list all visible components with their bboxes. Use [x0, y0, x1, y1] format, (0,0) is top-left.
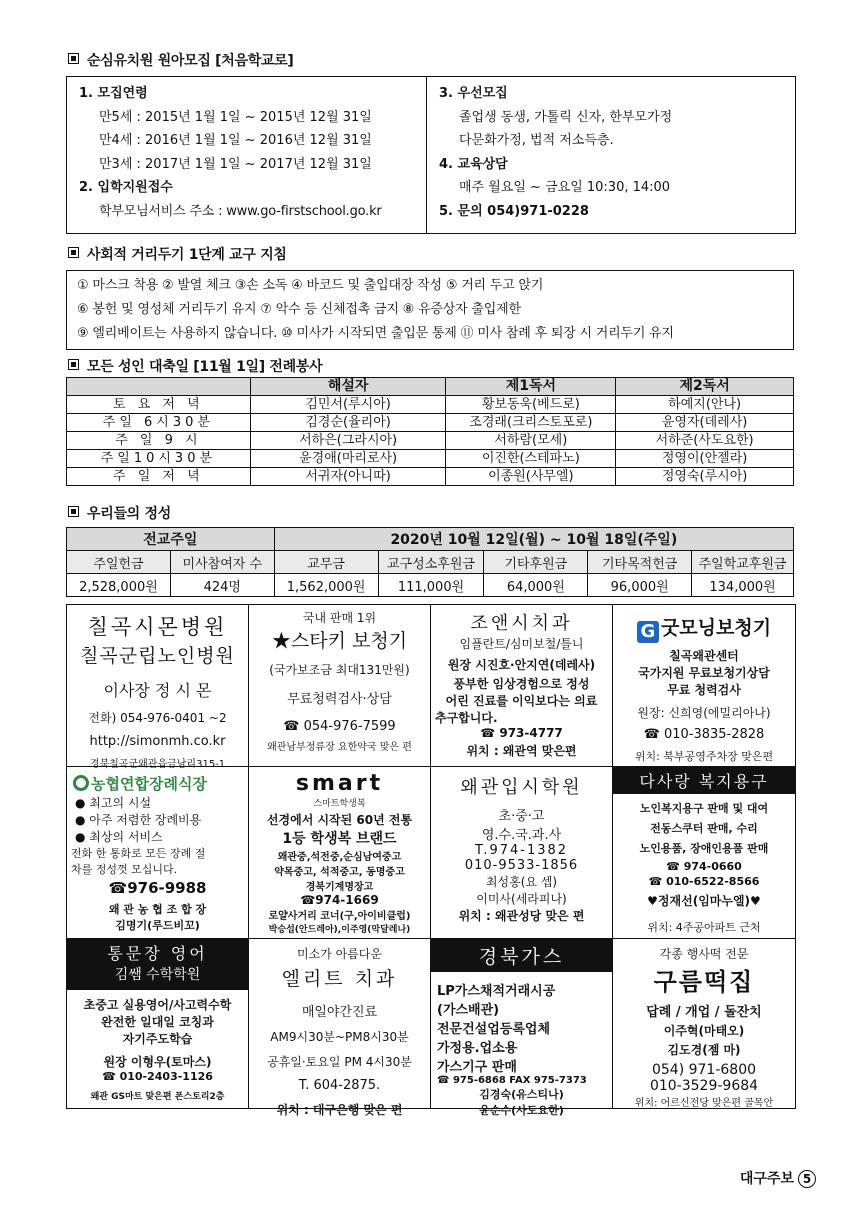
table-row [67, 396, 794, 414]
ad-line: 최성홍(요 셉) [485, 875, 558, 889]
offering-label: 기타목적헌금 [588, 551, 692, 574]
ad-title: 통문장 영어 [107, 944, 208, 963]
ad-line: 전문건설업등록업체 [437, 1022, 551, 1037]
ad-location: 위치 : 왜관성당 맞은 편 [458, 909, 585, 923]
offering-label: 주일헌금 [67, 551, 171, 574]
ad-joanshi-dental [431, 605, 613, 767]
ad-title: 농협연합장례식장 [67, 773, 248, 794]
server-name: 이종원(사무엘) [446, 468, 616, 486]
page-number: 5 [798, 1170, 816, 1188]
ad-phone: T. 604-2875. [298, 1078, 381, 1093]
ad-kimssam-academy [67, 939, 249, 1108]
ad-line: ● 최고의 시설 [75, 796, 152, 810]
mass-time: 토 요 저 녁 [67, 396, 251, 414]
ad-line: 김경숙(유스티나) [479, 1088, 564, 1101]
offering-value: 134,000원 [692, 574, 794, 597]
server-name: 서귀자(아니따) [250, 468, 446, 486]
table-row [67, 468, 794, 486]
ad-line: 1등 학생복 브랜드 [282, 831, 397, 847]
ad-line: 공휴일·토요일 PM 4시30분 [267, 1055, 412, 1069]
offering-value: 64,000원 [484, 574, 588, 597]
ad-dasarang-welfare [613, 767, 795, 939]
ad-line: 차를 정성껏 모십니다. [71, 863, 178, 876]
offering-value: 2,528,000원 [67, 574, 171, 597]
ad-line: 풍부한 임상경험으로 정성 [453, 677, 590, 691]
ad-starkey [249, 605, 431, 767]
ad-line: 전동스쿠터 판매, 수리 [650, 822, 758, 835]
recruit-line: 1. 모집연령 [79, 86, 148, 101]
ad-phone: 010-3529-9684 [649, 1078, 759, 1094]
ad-line: 김도경(젬 마) [667, 1043, 741, 1057]
server-name: 김경순(율리아) [250, 414, 446, 432]
ad-line: 윤순수(사도요한) [479, 1104, 564, 1117]
server-name: 서하은(그라시아) [250, 432, 446, 450]
ad-location: 위치 : 대구은행 맞은 편 [276, 1103, 403, 1117]
liturgy-header: 해설자 [250, 378, 446, 396]
offering-label: 미사참여자 수 [170, 551, 274, 574]
ad-title: 경북가스 [431, 939, 612, 972]
ad-phone: T.974-1382 [474, 843, 569, 858]
ad-phone: ☎ 054-976-7599 [283, 719, 396, 734]
server-name: 서하준(사도요한) [616, 432, 794, 450]
offering-label: 교구성소후원금 [378, 551, 484, 574]
ad-phone: ☎ 973-4777 [480, 726, 563, 740]
ad-line: 왜관중,석전중,순심남여중고 [277, 852, 402, 863]
offering-label: 기타후원금 [484, 551, 588, 574]
offering-value: 1,562,000원 [274, 574, 378, 597]
g-logo-icon: G [637, 621, 659, 643]
liturgy-header: 제2독서 [616, 378, 794, 396]
ad-line: 무료 청력검사 [667, 683, 741, 697]
server-name: 이진한(스테파노) [446, 450, 616, 468]
guide-box [66, 270, 794, 350]
ad-line: ♥정재선(임마누엘)♥ [647, 894, 761, 908]
server-name: 서하람(모세) [446, 432, 616, 450]
recruit-line: 3. 우선모집 [439, 86, 508, 101]
ad-phone: ☎ 974-0660 [666, 860, 742, 873]
table-row [67, 432, 794, 450]
ad-elite-dental [249, 939, 431, 1117]
recruit-box [66, 76, 796, 234]
offering-value: 111,000원 [378, 574, 484, 597]
ad-waegwan-academy [431, 767, 613, 939]
ad-line: 추구합니다. [435, 711, 498, 725]
liturgy-header [67, 378, 251, 396]
recruit-line: 만3세 : 2017년 1월 1일 ~ 2017년 12월 31일 [99, 156, 372, 172]
server-name: 윤영자(데레사) [616, 414, 794, 432]
guide-line: ① 마스크 착용 ② 발열 체크 ③손 소독 ④ 바코드 및 출입대장 작성 ⑤ 거리 두고 앉기 [77, 278, 544, 293]
ad-phone: ☎974-1669 [300, 893, 379, 907]
ad-location: 위치: 4주공아파트 근처 [647, 921, 761, 934]
ad-line: 어린 진료를 이익보다는 의료 [445, 694, 598, 708]
liturgy-table [66, 377, 794, 486]
ad-phone: 전화) 054-976-0401 ~2 [88, 711, 227, 725]
recruit-line: 학부모님서비스 주소 : www.go-firstschool.go.kr [99, 203, 382, 219]
ad-line: (국가보조금 최대131만원) [269, 663, 410, 677]
ad-line: 스마트학생복 [313, 799, 366, 809]
ad-line: 박승섭(안드레아),이주영(막달레나) [268, 925, 411, 935]
ad-line: 이미사(세라피나) [476, 892, 567, 906]
page-footer [740, 1168, 816, 1188]
ad-title: 구름떡집 [653, 967, 755, 996]
ad-line: 노인용품, 장애인용품 판매 [639, 842, 769, 855]
liturgy-header: 제1독서 [446, 378, 616, 396]
ad-line: (가스배관) [437, 1003, 500, 1018]
ad-phone: ☎ 010-6522-8566 [648, 875, 760, 888]
ad-line: 원장: 신희영(에밀리아나) [637, 706, 771, 720]
recruit-right-column [427, 77, 795, 233]
ad-title: G 굿모닝보청기 [613, 613, 795, 643]
table-row [67, 414, 794, 432]
ad-line: 이주혁(마태오) [663, 1024, 745, 1038]
ad-phone: ☎ 975-6868 FAX 975-7373 [437, 1075, 587, 1086]
server-name: 하예지(안나) [616, 396, 794, 414]
ad-location: 위치 : 왜관역 맞은편 [466, 744, 577, 758]
ad-line: 자기주도학습 [122, 1032, 193, 1046]
ad-line: 국내 판매 1위 [302, 611, 377, 625]
ad-line: 전화 한 통화로 모든 장례 절 [71, 847, 206, 860]
recruit-line: 5. 문의 054)971-0228 [439, 203, 589, 219]
ad-subtitle: 김쌤 수학학원 [114, 967, 201, 983]
ad-line: 로얄사거리 코너(구,아이비클럽) [268, 911, 411, 922]
ad-simon-hospital [67, 605, 249, 770]
ad-line: 초·중·고 [498, 809, 545, 824]
mass-time: 주 일 저 녁 [67, 468, 251, 486]
guide-line: ⑥ 봉헌 및 영성체 거리두기 유지 ⑦ 악수 등 신체접촉 금지 ⑧ 유증상자 출입제한 [77, 302, 521, 317]
ad-gureum-tteok [613, 939, 795, 1108]
ad-subtitle: 칠곡군립노인병원 [80, 645, 235, 667]
recruit-line: 매주 월요일 ~ 금요일 10:30, 14:00 [459, 180, 671, 195]
ad-phone: ☎976-9988 [108, 879, 207, 897]
server-name: 정영이(안젤라) [616, 450, 794, 468]
liturgy-section-title: 모든 성인 대축일 [11월 1일] 전례봉사 [68, 356, 322, 376]
recruit-line: 2. 입학지원접수 [79, 180, 173, 195]
table-row [67, 450, 794, 468]
ad-line: 원장 시진호·안지연(데레사) [447, 658, 596, 672]
ad-title: 다사랑 복지용구 [613, 767, 795, 794]
ad-line: 이사장 정 시 몬 [103, 681, 212, 700]
ad-line: 무료청력검사·상담 [287, 692, 392, 707]
ad-title: 조앤시치과 [470, 613, 573, 634]
recruit-line: 다문화가정, 법적 저소득층. [459, 133, 614, 148]
ad-line: ● 최상의 서비스 [75, 830, 163, 844]
offering-table [66, 527, 794, 597]
server-name: 정영숙(루시아) [616, 468, 794, 486]
ad-line: 각종 행사떡 전문 [659, 947, 749, 961]
mass-time: 주 일 9 시 [67, 432, 251, 450]
mass-time: 주일10시30분 [67, 450, 251, 468]
recruit-line: 만4세 : 2016년 1월 1일 ~ 2016년 12월 31일 [99, 133, 372, 148]
ad-line: 약목중고, 석적중고, 동명중고 [274, 867, 405, 878]
ad-line: 미소가 아름다운 [297, 947, 382, 961]
ad-line: 초중고 실용영어/사고력수학 [83, 998, 232, 1012]
server-name: 황보동욱(베드로) [446, 396, 616, 414]
ad-line: 가스기구 판매 [437, 1060, 517, 1075]
ad-line: 김명기(루드비꼬) [115, 919, 200, 932]
ad-smart-uniform [249, 767, 431, 939]
ad-location: 왜관남부정류장 요한약국 맞은 편 [267, 742, 412, 753]
ad-line: 경북기계명장고 [305, 882, 374, 893]
nonghyup-logo-icon [73, 775, 89, 791]
offering-label: 주일학교후원금 [692, 551, 794, 574]
ad-gyeongbuk-gas [431, 939, 613, 1117]
ad-phone: ☎ 010-3835-2828 [643, 727, 765, 742]
ad-line: 완전한 일대일 코칭과 [101, 1015, 214, 1029]
ad-phone: 054) 971-6800 [651, 1062, 757, 1078]
offering-section-title: 우리들의 정성 [68, 503, 171, 523]
ad-line: LP가스채적거래시공 [437, 984, 556, 999]
ad-location: 왜관 GS마트 맞은편 폰스토리2층 [90, 1092, 225, 1102]
recruit-section-title: 순심유치원 원아모집 [처음학교로] [68, 50, 293, 70]
ad-location: 위치: 북부공영주차장 맞은편 [634, 750, 774, 763]
offering-period: 2020년 10월 12일(월) ~ 10월 18일(주일) [274, 528, 793, 551]
ad-title: 엘리트 치과 [281, 968, 398, 990]
ad-line: 왜 관 농 협 조 합 장 [108, 903, 207, 916]
offering-label: 교무금 [274, 551, 378, 574]
recruit-line: 졸업생 동생, 가톨릭 신자, 한부모가정 [459, 109, 673, 125]
ad-title: ★스타키 보청기 [271, 630, 408, 652]
mass-time: 주일 6시30분 [67, 414, 251, 432]
ad-title: 칠곡시몬병원 [87, 615, 228, 639]
guide-line: ⑨ 엘리베이트는 사용하지 않습니다. ⑩ 미사가 시작되면 출입문 통제 ⑪ 미사 참례 후 퇴장 시 거리두기 유지 [77, 326, 674, 341]
server-name: 김민서(루시아) [250, 396, 446, 414]
ads-grid [66, 604, 796, 1117]
recruit-line: 4. 교육상담 [439, 156, 508, 172]
ad-line: 칠곡왜관센터 [669, 649, 739, 663]
smart-logo: smart [295, 771, 384, 796]
ad-line: AM9시30분~PM8시30분 [270, 1030, 409, 1044]
ad-location: 위치: 어르신전당 맞은편 골목안 [634, 1098, 774, 1109]
ad-title: 왜관입시학원 [460, 777, 583, 798]
ad-line: 영.수.국.과.사 [481, 828, 562, 843]
ad-phone: 010-9533-1856 [464, 858, 579, 873]
server-name: 윤경애(마리로사) [250, 450, 446, 468]
ad-line: ● 아주 저렴한 장례비용 [75, 813, 202, 827]
recruit-line: 만5세 : 2015년 1월 1일 ~ 2015년 12월 31일 [99, 109, 372, 125]
ad-goodmorning-hearing [613, 605, 795, 767]
offering-week-label: 전교주일 [67, 528, 275, 551]
ad-line: 노인복지용구 판매 및 대여 [639, 802, 769, 815]
ad-nonghyup-funeral [67, 767, 249, 939]
ad-phone: ☎ 010-2403-1126 [102, 1070, 213, 1083]
ad-address: 경북칠곡군왜관읍금남리315-1 [89, 759, 226, 770]
publication-name: 대구주보 [739, 1171, 794, 1187]
offering-value: 424명 [170, 574, 274, 597]
recruit-left-column [67, 77, 427, 233]
ad-line: 선경에서 시작된 60년 전통 [266, 813, 413, 827]
ad-line: 답례 / 개업 / 돌잔치 [646, 1005, 762, 1020]
guide-section-title: 사회적 거리두기 1단계 교구 지침 [68, 244, 287, 264]
ad-line: 국가지원 무료보청기상담 [638, 666, 770, 680]
ad-line: 매일야간진료 [301, 1005, 378, 1020]
ad-title-bar [67, 939, 248, 990]
ad-line: 원장 이형우(토마스) [103, 1055, 212, 1069]
ad-url: http://simonmh.co.kr [89, 734, 226, 749]
ad-line: 임플란트/심미보철/틀니 [459, 637, 584, 651]
server-name: 조경래(크리스토포로) [446, 414, 616, 432]
offering-value: 96,000원 [588, 574, 692, 597]
ad-line: 가정용.업소용 [437, 1041, 518, 1056]
